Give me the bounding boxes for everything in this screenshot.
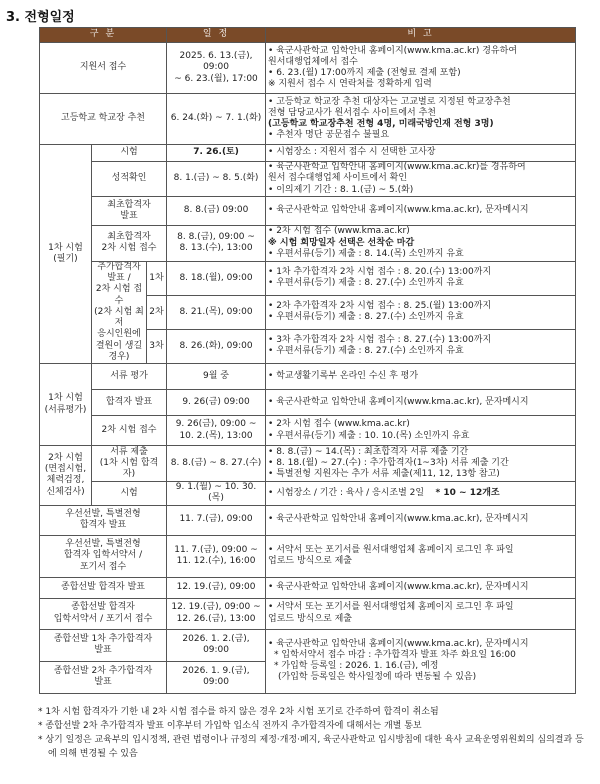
row-date: 9. 1.(월) ~ 10. 30.(목) (167, 482, 266, 506)
table-row (40, 505, 576, 535)
table-row (40, 629, 576, 661)
row-date: 6. 24.(화) ~ 7. 1.(화) (167, 94, 266, 145)
group-label-second: 2차 시험 (면접시험, 체력검정, 신체검사) (40, 446, 92, 506)
row-note: • 3차 추가합격자 2차 시험 접수 : 8. 27.(수) 13:00까지 • 우편서류(등기) 제출 : 8. 27.(수) 소인까지 유효 (266, 329, 576, 363)
table-row (40, 94, 576, 145)
row-note: • 육군사관학교 입학안내 홈페이지(www.kma.ac.kr), 문자메시지 (266, 505, 576, 535)
row-note: • 육군사관학교 입학안내 홈페이지(www.kma.ac.kr), 문자메시지 (266, 577, 576, 598)
row-date: 2026. 1. 9.(금), 09:00 (167, 661, 266, 693)
row-label: 최초합격자 2차 시험 접수 (92, 225, 167, 261)
row-note: • 육군사관학교 입학안내 홈페이지(www.kma.ac.kr)를 경유하여 원서 접수대행업체 사이트에서 확인 • 이의제기 기간 : 8. 1.(금) ~ 5.(화) (266, 162, 576, 197)
footnotes (38, 706, 586, 762)
round-number: 3차 (147, 329, 167, 363)
row-date: 7. 26.(토) (167, 145, 266, 162)
row-date: 12. 19.(금), 09:00 ~ 12. 26.(금), 13:00 (167, 598, 266, 629)
row-label: 우선선발, 특별전형 합격자 발표 (40, 505, 167, 535)
row-note: • 서약서 또는 포기서를 원서대행업체 홈페이지 로그인 후 파일 업로드 방식으로 제출 (266, 598, 576, 629)
row-label: 종합선발 1차 추가합격자 발표 (40, 629, 167, 661)
table-row (40, 196, 576, 225)
table-row (40, 577, 576, 598)
table-row (40, 446, 576, 482)
row-label: 종합선발 합격자 발표 (40, 577, 167, 598)
footnote: * 1차 시험 합격자가 기한 내 2차 시험 접수를 하지 않은 경우 2차 시험 포기로 간주하여 합격이 취소됨 (38, 707, 439, 717)
row-note: • 시험장소 / 기간 : 육사 / 응시조별 2일 * 10 ~ 12개조 (266, 482, 576, 506)
row-label: 시험 (92, 482, 167, 506)
header-category: 구 분 (40, 28, 167, 43)
row-label: 고등학교 학교장 추천 (40, 94, 167, 145)
row-date: 11. 7.(금), 09:00 (167, 505, 266, 535)
row-label-additional: 추가합격자 발표 / 2차 시험 접수 (2차 시험 최저 응시인원에 결원이 생길 경우) (92, 261, 147, 363)
row-date: 2025. 6. 13.(금), 09:00 ~ 6. 23.(월), 17:00 (167, 43, 266, 94)
row-date: 8. 26.(화), 09:00 (167, 329, 266, 363)
group-label-first: 1차 시험 (필기) (40, 145, 92, 364)
row-date: 9. 26(금) 09:00 (167, 390, 266, 416)
row-label: 종합선발 2차 추가합격자 발표 (40, 661, 167, 693)
row-note: • 학교생활기록부 온라인 수신 후 평가 (266, 364, 576, 390)
round-number: 1차 (147, 261, 167, 295)
schedule-table (39, 27, 576, 694)
row-label: 서류 제출 (1차 시험 합격자) (92, 446, 167, 482)
row-date: 11. 7.(금), 09:00 ~ 11. 12.(수), 16:00 (167, 535, 266, 577)
row-label: 최초합격자 발표 (92, 196, 167, 225)
row-label: 시험 (92, 145, 167, 162)
row-note: • 2차 시험 접수 (www.kma.ac.kr) • 우편서류(등기) 제출 : 10. 10.(목) 소인까지 유효 (266, 416, 576, 446)
row-date: 12. 19.(금), 09:00 (167, 577, 266, 598)
row-date: 8. 1.(금) ~ 8. 5.(화) (167, 162, 266, 197)
header-remarks: 비 고 (266, 28, 576, 43)
row-note: • 2차 추가합격자 2차 시험 접수 : 8. 25.(월) 13:00까지 • 우편서류(등기) 제출 : 8. 27.(수) 소인까지 유효 (266, 295, 576, 329)
header-schedule: 일 정 (167, 28, 266, 43)
row-date: 2026. 1. 2.(금), 09:00 (167, 629, 266, 661)
row-label: 2차 시험 접수 (92, 416, 167, 446)
row-note: • 육군사관학교 입학안내 홈페이지(www.kma.ac.kr), 문자메시지 * 입학서약서 접수 마감 : 추가합격자 발표 차주 화요일 16:00 * 가입학 등록일 : 2026. 1. 16.(금), 예정 (가입학 등록일은 학사일정에 따라 변동될 수 있음) (266, 629, 576, 693)
table-row (40, 364, 576, 390)
row-date: 8. 18.(월), 09:00 (167, 261, 266, 295)
row-note: • 8. 8.(금) ~ 14.(목) : 최초합격자 서류 제출 기간 • 8. 18.(월) ~ 27.(수) : 추가합격자(1~3차) 서류 제출 기간 • 특별전형 지원자는 추가 서류 제출(제11, 12, 13항 참고) (266, 446, 576, 482)
table-row (40, 535, 576, 577)
section-title: 3. 전형일정 (6, 10, 75, 25)
row-date: 9. 26(금), 09:00 ~ 10. 2.(목), 13:00 (167, 416, 266, 446)
row-note: • 육군사관학교 입학안내 홈페이지(www.kma.ac.kr), 문자메시지 (266, 390, 576, 416)
footnote: * 상기 일정은 교육부의 입시정책, 관련 법령이나 규정의 제정·개정·폐지, 육군사관학교 입시방침에 대한 육사 교육운영위원회의 심의결과 등에 의해 변경될 수 있음 (38, 734, 584, 759)
row-date: 8. 8.(금) 09:00 (167, 196, 266, 225)
table-row (40, 145, 576, 162)
group-label-doc: 1차 시험 (서류평가) (40, 364, 92, 446)
row-date: 8. 8.(금), 09:00 ~ 8. 13.(수), 13:00 (167, 225, 266, 261)
row-note: • 2차 시험 접수 (www.kma.ac.kr) ※ 시험 희망일자 선택은 선착순 마감 • 우편서류(등기) 제출 : 8. 14.(목) 소인까지 유효 (266, 225, 576, 261)
table-row (40, 482, 576, 506)
row-date: 8. 21.(목), 09:00 (167, 295, 266, 329)
table-row (40, 43, 576, 94)
row-note: • 고등학교 학교장 추천 대상자는 고교별로 지정된 학교장추천 전형 담당교사가 원서접수 사이트에서 추천 (고등학교 학교장추천 전형 4명, 미래국방인재 전형 3명) • 추천자 명단 공문접수 불필요 (266, 94, 576, 145)
footnote: * 종합선발 2차 추가합격자 발표 이후부터 가입학 입소식 전까지 추가합격자에 대해서는 개별 통보 (38, 720, 422, 731)
row-label: 지원서 접수 (40, 43, 167, 94)
table-row (40, 162, 576, 197)
row-note: • 육군사관학교 입학안내 홈페이지(www.kma.ac.kr), 문자메시지 (266, 196, 576, 225)
round-number: 2차 (147, 295, 167, 329)
row-label: 종합선발 합격자 입학서약서 / 포기서 접수 (40, 598, 167, 629)
row-note: • 서약서 또는 포기서를 원서대행업체 홈페이지 로그인 후 파일 업로드 방식으로 제출 (266, 535, 576, 577)
row-label: 서류 평가 (92, 364, 167, 390)
row-label: 우선선발, 특별전형 합격자 입학서약서 / 포기서 접수 (40, 535, 167, 577)
row-date: 8. 8.(금) ~ 8. 27.(수) (167, 446, 266, 482)
table-row (40, 598, 576, 629)
row-label: 성적확인 (92, 162, 167, 197)
table-row (40, 390, 576, 416)
row-note: • 시험장소 : 지원서 접수 시 선택한 고사장 (266, 145, 576, 162)
row-date: 9월 중 (167, 364, 266, 390)
table-row (40, 261, 576, 295)
row-label: 합격자 발표 (92, 390, 167, 416)
table-header-row (40, 28, 576, 43)
table-row (40, 225, 576, 261)
row-note: • 1차 추가합격자 2차 시험 접수 : 8. 20.(수) 13:00까지 • 우편서류(등기) 제출 : 8. 27.(수) 소인까지 유효 (266, 261, 576, 295)
table-row (40, 416, 576, 446)
row-note: • 육군사관학교 입학안내 홈페이지(www.kma.ac.kr) 경유하여 원서대행업체에서 접수 • 6. 23.(월) 17:00까지 제출 (전형료 결제 포함) ※ 지원서 접수 시 연락처를 정확하게 입력 (266, 43, 576, 94)
